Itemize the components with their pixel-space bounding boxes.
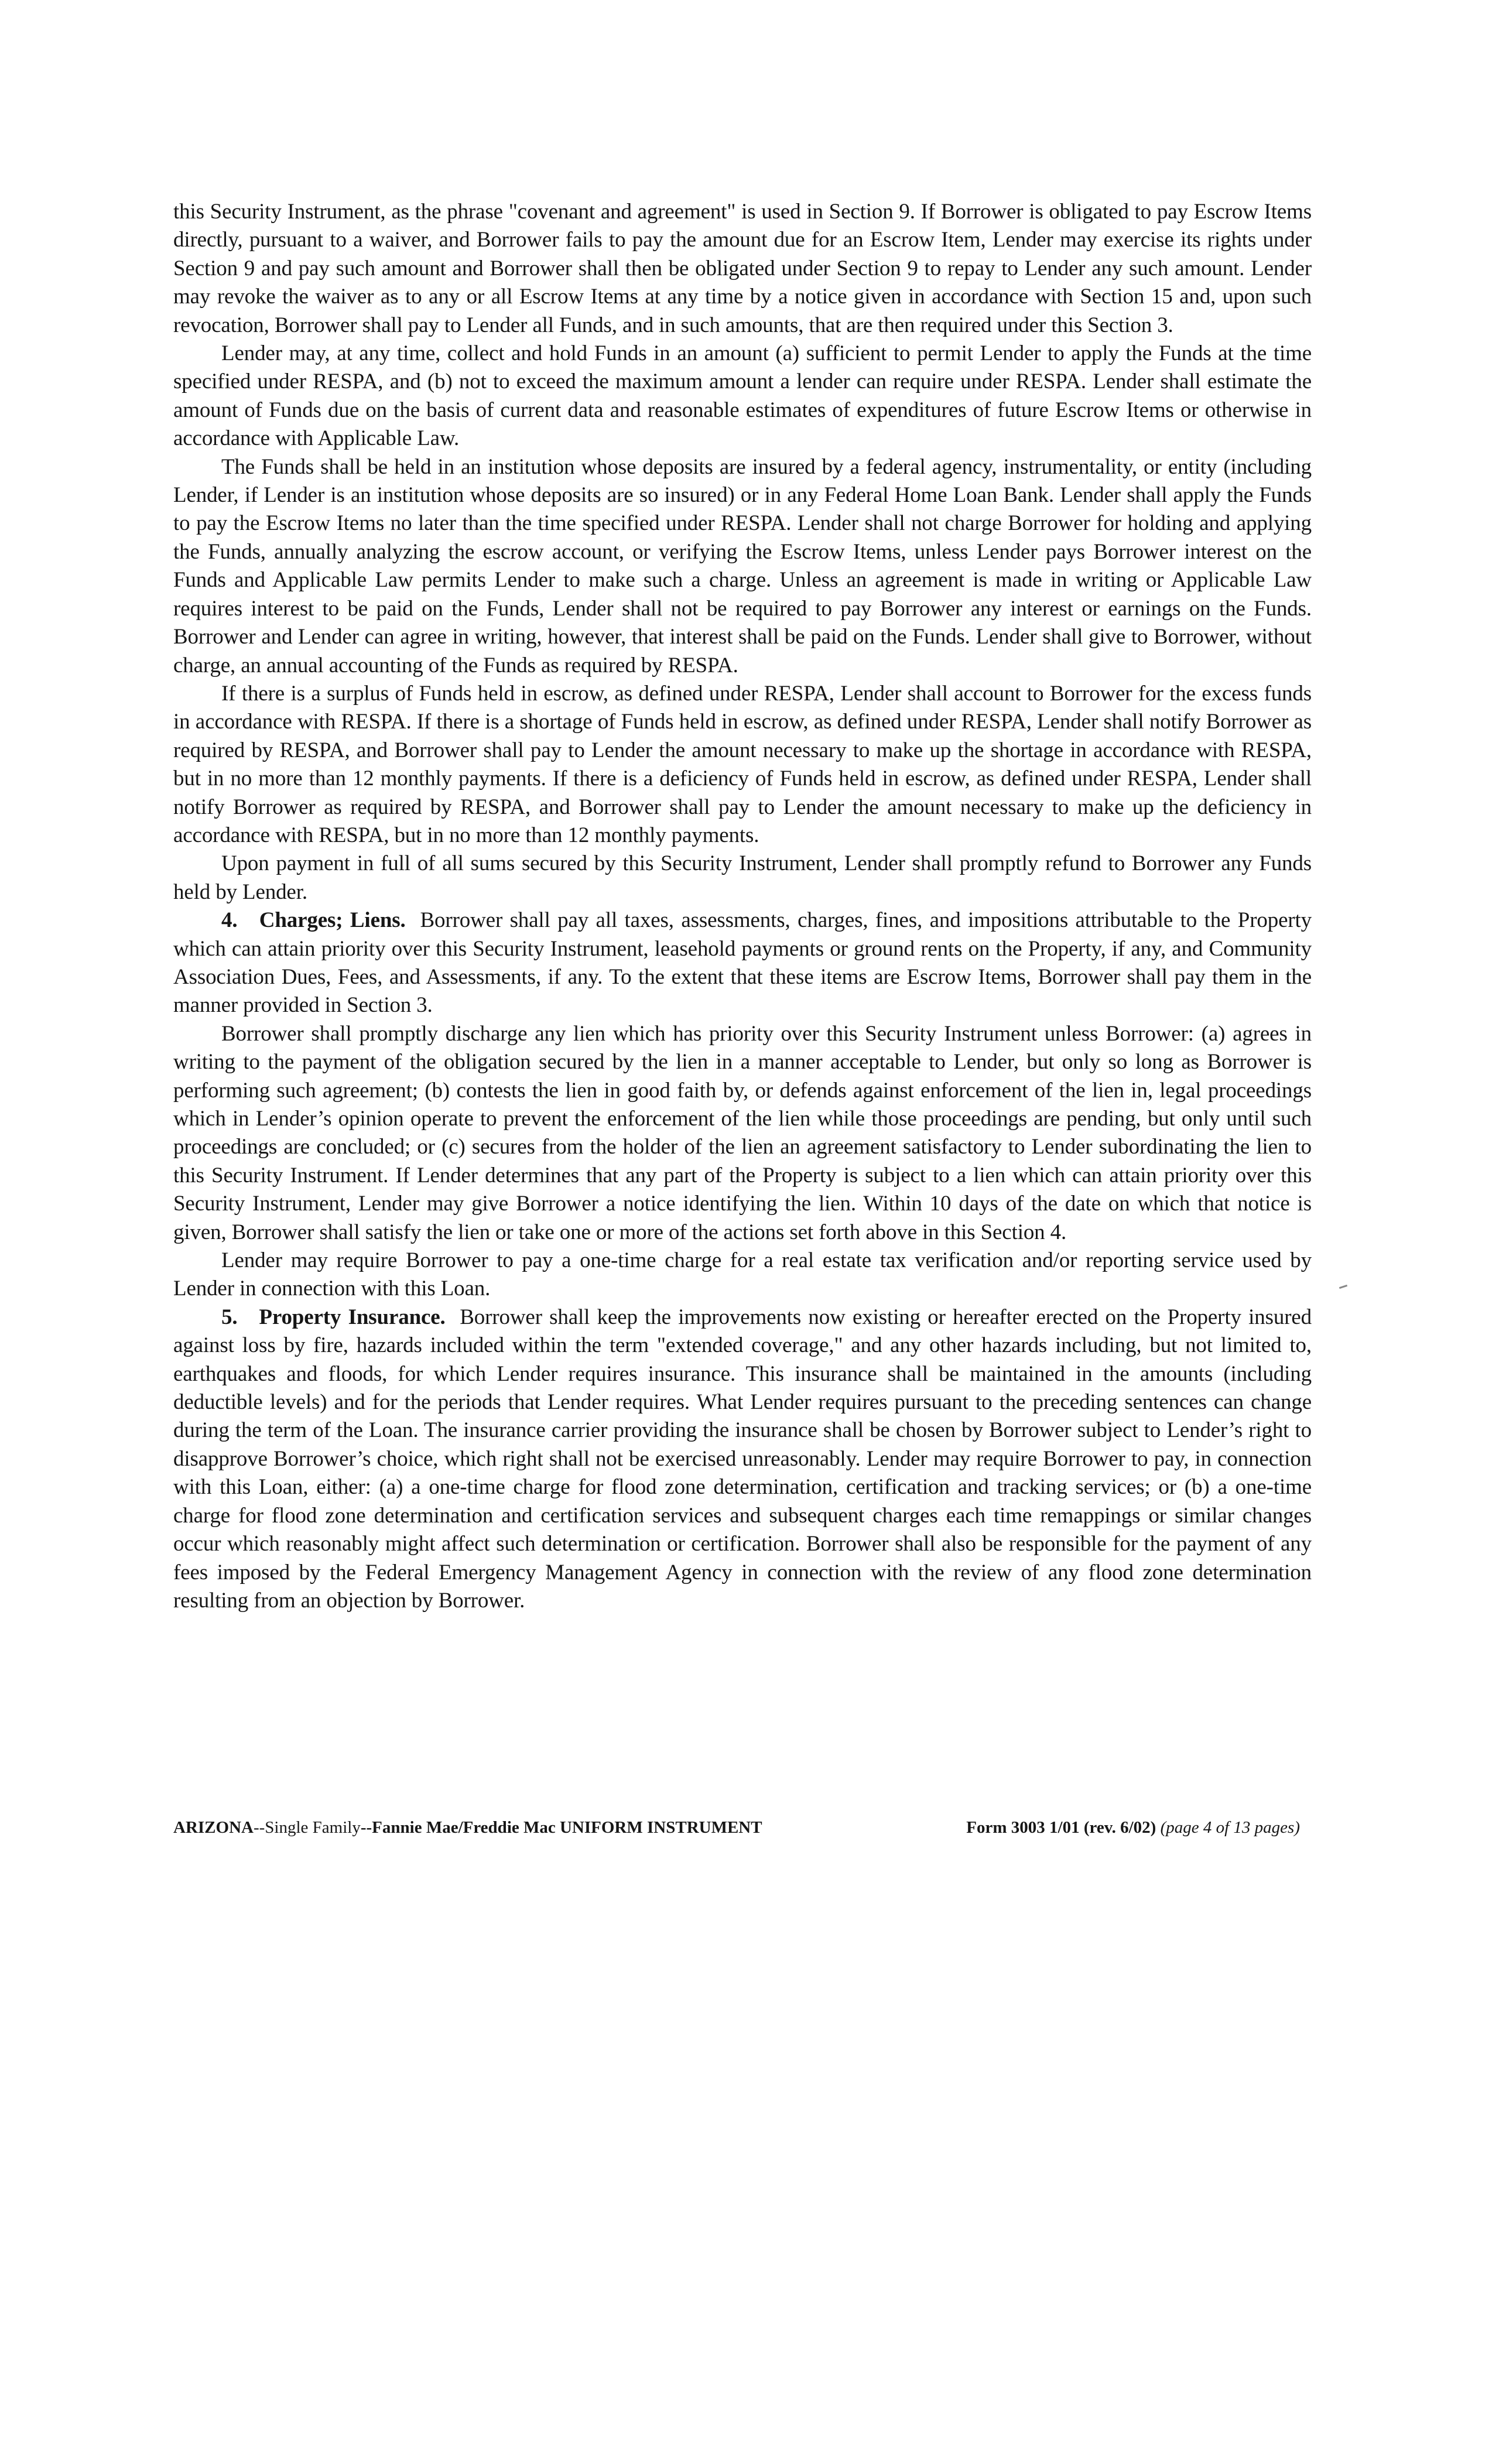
footer-dash-1: -- xyxy=(253,1818,265,1837)
document-body xyxy=(173,198,1312,1615)
stray-pen-mark xyxy=(1339,1285,1347,1289)
paragraph-lender-collect-funds: Lender may, at any time, collect and hold Funds in an amount (a) sufficient to permit Lender to apply the Funds at the time specified under RESPA, and (b) not to exceed the maximum amount a lender can require under RESPA. Lender shall estimate the amount of Funds due on the basis of current data and reasonable estimates of expenditures of future Escrow Items or otherwise in accordance with Applicable Law. xyxy=(173,341,1312,451)
footer-form-number: Form 3003 1/01 (rev. 6/02) xyxy=(966,1818,1156,1837)
paragraph-tax-verification: Lender may require Borrower to pay a one-time charge for a real estate tax verification and/or reporting service used by Lender in connection with this Loan. xyxy=(173,1248,1312,1301)
footer-state: ARIZONA xyxy=(173,1818,254,1837)
footer-dash-2: -- xyxy=(360,1818,372,1837)
footer-instrument: Fannie Mae/Freddie Mac UNIFORM INSTRUMENT xyxy=(372,1818,762,1837)
paragraph-surplus-shortage: If there is a surplus of Funds held in escrow, as defined under RESPA, Lender shall account to Borrower for the excess funds in accordance with RESPA. If there is a shortage of Funds held in escrow, as defined under RESPA, Lender shall notify Borrower as required by RESPA, and Borrower shall pay to Lender the amount necessary to make up the shortage in accordance with RESPA, but in no more than 12 monthly payments. If there is a deficiency of Funds held in escrow, as defined under RESPA, Lender shall notify Borrower as required by RESPA, and Borrower shall pay to Lender the amount necessary to make up the deficiency in accordance with RESPA, but in no more than 12 monthly payments. xyxy=(173,681,1312,847)
section-4-number: 4. xyxy=(221,908,238,933)
paragraph-discharge-lien: Borrower shall promptly discharge any lien which has priority over this Security Instrument unless Borrower: (a) agrees in writing to the payment of the obligation secured by the lien in a manner acceptable to Lender, but only so long as Borrower is performing such agreement; (b) contests the lien in good faith by, or defends against enforcement of the lien in, legal proceedings which in Lender’s opinion operate to prevent the enforcement of the lien while those proceedings are pending, but only until such proceedings are concluded; or (c) secures from the holder of the lien an agreement satisfactory to Lender subordinating the lien to this Security Instrument. If Lender determines that any part of the Property is subject to a lien which can attain priority over this Security Instrument, Lender may give Borrower a notice identifying the lien. Within 10 days of the date on which that notice is given, Borrower shall satisfy the lien or take one or more of the actions set forth above in this Section 4. xyxy=(173,1021,1312,1244)
paragraph-escrow-waiver: this Security Instrument, as the phrase "covenant and agreement" is used in Section 9. If Borrower is obligated to pay Escrow Items directly, pursuant to a waiver, and Borrower fails to pay the amount due for an Escrow Item, Lender may exercise its rights under Section 9 and pay such amount and Borrower shall then be obligated under Section 9 to repay to Lender any such amount. Lender may revoke the waiver as to any or all Escrow Items at any time by a notice given in accordance with Section 15 and, upon such revocation, Borrower shall pay to Lender all Funds, and in such amounts, that are then required under this Section 3. xyxy=(173,200,1312,337)
paragraph-section-4-charges-liens: 4. Charges; Liens. Borrower shall pay all taxes, assessments, charges, fines, and impositions attributable to the Property which can attain priority over this Security Instrument, leasehold payments or ground rents on the Property, if any, and Community Association Dues, Fees, and Assessments, if any. To the extent that these items are Escrow Items, Borrower shall pay them in the manner provided in Section 3. xyxy=(173,908,1312,1018)
footer-family: Single Family xyxy=(265,1818,361,1837)
footer-page-number: (page 4 of 13 pages) xyxy=(1160,1818,1300,1837)
section-5-heading: Property Insurance. xyxy=(259,1305,446,1329)
paragraph-section-5-property-insurance: 5. Property Insurance. Borrower shall keep the improvements now existing or hereafter erected on the Property insured against loss by fire, hazards included within the term "extended coverage," and any other hazards including, but not limited to, earthquakes and floods, for which Lender requires insurance. This insurance shall be maintained in the amounts (including deductible levels) and for the periods that Lender requires. What Lender requires pursuant to the preceding sentences can change during the term of the Loan. The insurance carrier providing the insurance shall be chosen by Borrower subject to Lender’s right to disapprove Borrower’s choice, which right shall not be exercised unreasonably. Lender may require Borrower to pay, in connection with this Loan, either: (a) a one-time charge for flood zone determination, certification and tracking services; or (b) a one-time charge for flood zone determination and certification services and subsequent charges each time remappings or similar changes occur which reasonably might affect such determination or certification. Borrower shall also be responsible for the payment of any fees imposed by the Federal Emergency Management Agency in connection with the review of any flood zone determination resulting from an objection by Borrower. xyxy=(173,1305,1312,1613)
footer-form-info xyxy=(966,1813,1300,1842)
paragraph-refund: Upon payment in full of all sums secured by this Security Instrument, Lender shall promptly refund to Borrower any Funds held by Lender. xyxy=(173,851,1312,904)
section-5-number: 5. xyxy=(221,1305,238,1329)
section-4-heading: Charges; Liens. xyxy=(259,908,406,933)
paragraph-funds-held: The Funds shall be held in an institution whose deposits are insured by a federal agency, instrumentality, or entity (including Lender, if Lender is an institution whose deposits are so insured) or in any Federal Home Loan Bank. Lender shall apply the Funds to pay the Escrow Items no later than the time specified under RESPA. Lender shall not charge Borrower for holding and applying the Funds, annually analyzing the escrow account, or verifying the Escrow Items, unless Lender pays Borrower interest on the Funds and Applicable Law permits Lender to make such a charge. Unless an agreement is made in writing or Applicable Law requires interest to be paid on the Funds, Lender shall not be required to pay Borrower any interest or earnings on the Funds. Borrower and Lender can agree in writing, however, that interest shall be paid on the Funds. Lender shall give to Borrower, without charge, an annual accounting of the Funds as required by RESPA. xyxy=(173,454,1312,677)
footer-instrument-label xyxy=(173,1813,762,1842)
page-footer xyxy=(173,1813,1312,1842)
